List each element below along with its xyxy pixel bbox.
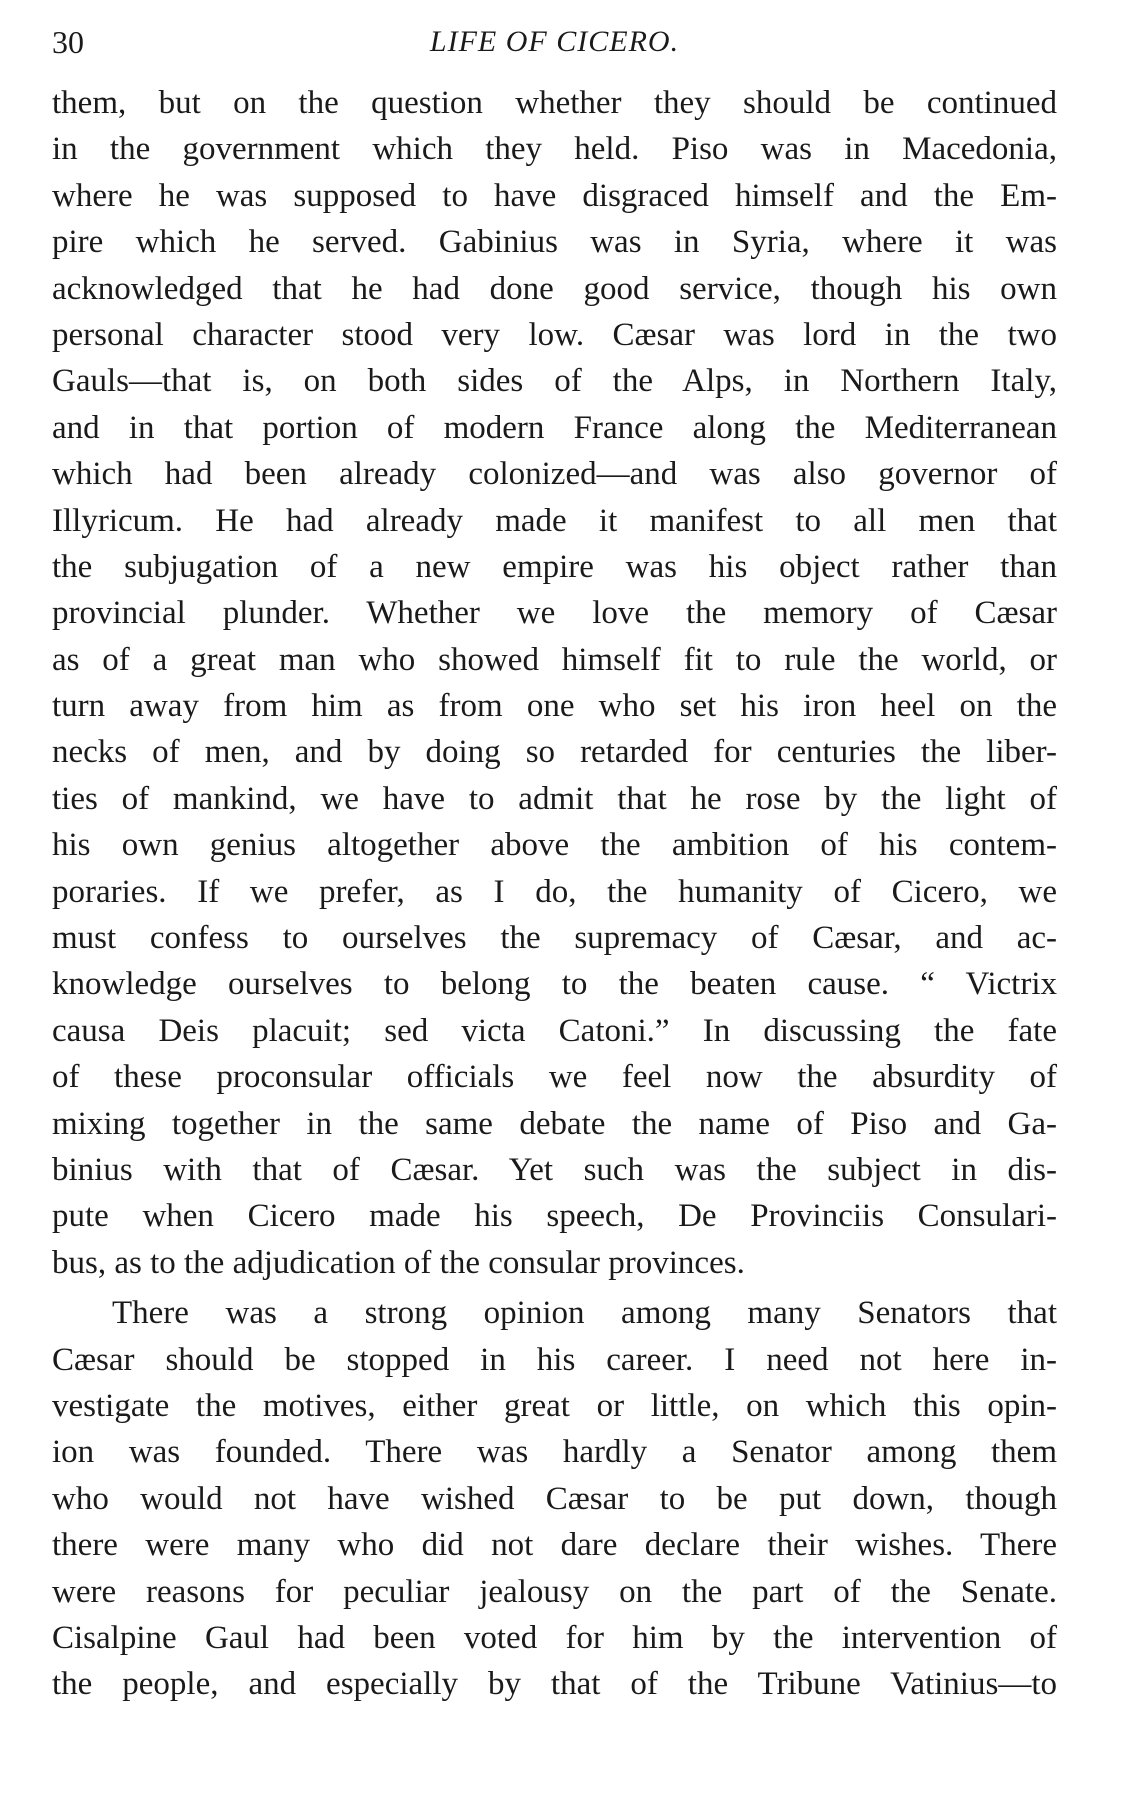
running-title: LIFE OF CICERO.	[429, 25, 680, 58]
text-line: Gauls—that is, on both sides of the Alps, in Northern Italy,	[52, 363, 1057, 400]
text-line: ion was founded. There was hardly a Senator among them	[52, 1434, 1057, 1471]
text-line: acknowledged that he had done good service, though his own	[52, 270, 1057, 307]
text-line: vestigate the motives, either great or little, on which this opin-	[52, 1387, 1057, 1424]
body-text	[52, 80, 1057, 1708]
text-line: causa Deis placuit; sed victa Catoni.” In discussing the fate	[52, 1012, 1057, 1049]
paragraph-2	[52, 1290, 1057, 1708]
text-line: must confess to ourselves the supremacy of Cæsar, and ac-	[52, 920, 1057, 957]
text-line: the people, and especially by that of the Tribune Vatinius—to	[52, 1666, 1057, 1703]
paragraph-1	[52, 80, 1057, 1286]
text-line: necks of men, and by doing so retarded for centuries the liber-	[52, 734, 1057, 771]
text-line: personal character stood very low. Cæsar was lord in the two	[52, 316, 1057, 353]
text-line: and in that portion of modern France along the Mediterranean	[52, 409, 1057, 446]
text-line: mixing together in the same debate the name of Piso and Ga-	[52, 1105, 1057, 1142]
text-line: were reasons for peculiar jealousy on the part of the Senate.	[52, 1573, 1057, 1610]
text-line: provincial plunder. Whether we love the memory of Cæsar	[52, 595, 1057, 632]
text-line: which had been already colonized—and was also governor of	[52, 456, 1057, 493]
page-number: 30	[52, 24, 84, 60]
text-line: turn away from him as from one who set his iron heel on the	[52, 688, 1057, 725]
text-line: knowledge ourselves to belong to the beaten cause. “ Victrix	[52, 966, 1057, 1003]
text-line: Cæsar should be stopped in his career. I need not here in-	[52, 1341, 1057, 1378]
text-line: There was a strong opinion among many Senators that	[112, 1295, 1057, 1332]
text-line: where he was supposed to have disgraced himself and the Em-	[52, 177, 1057, 214]
text-line: his own genius altogether above the ambition of his contem-	[52, 827, 1057, 864]
text-line: there were many who did not dare declare their wishes. There	[52, 1527, 1057, 1564]
text-line: them, but on the question whether they should be continued	[52, 85, 1057, 121]
text-line: pire which he served. Gabinius was in Syria, where it was	[52, 224, 1057, 261]
text-line: Illyricum. He had already made it manifest to all men that	[52, 502, 1057, 539]
text-line: bus, as to the adjudication of the consular provinces.	[52, 1244, 745, 1281]
text-line: as of a great man who showed himself fit to rule the world, or	[52, 641, 1057, 678]
text-line: ties of mankind, we have to admit that he rose by the light of	[52, 780, 1057, 817]
text-line: pute when Cicero made his speech, De Provinciis Consulari-	[52, 1198, 1057, 1235]
text-line: in the government which they held. Piso was in Macedonia,	[52, 131, 1057, 168]
text-line: Cisalpine Gaul had been voted for him by the intervention of	[52, 1619, 1057, 1656]
text-line: who would not have wished Cæsar to be put down, though	[52, 1480, 1057, 1517]
text-line: binius with that of Cæsar. Yet such was the subject in dis-	[52, 1151, 1057, 1188]
running-head	[52, 22, 1057, 62]
text-line: poraries. If we prefer, as I do, the humanity of Cicero, we	[52, 873, 1057, 910]
text-line: of these proconsular officials we feel now the absurdity of	[52, 1059, 1057, 1096]
text-line: the subjugation of a new empire was his object rather than	[52, 548, 1057, 585]
